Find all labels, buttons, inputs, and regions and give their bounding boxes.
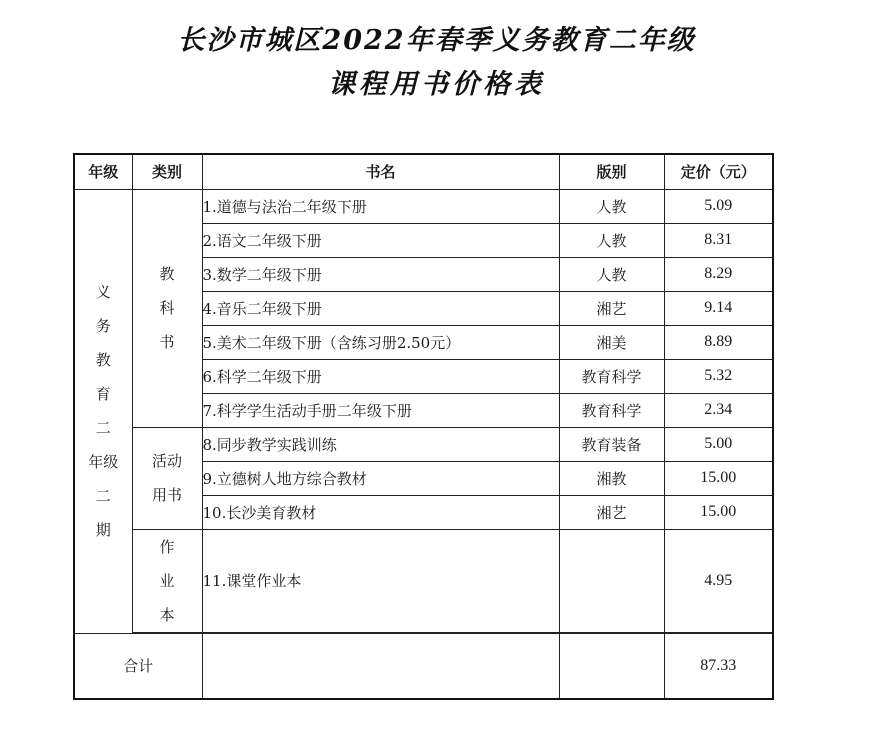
book-edition (559, 529, 664, 632)
book-name: 4.音乐二年级下册 (202, 291, 559, 325)
book-price: 4.95 (664, 529, 773, 632)
header-price: 定价（元） (664, 154, 773, 189)
book-price: 8.31 (664, 223, 773, 257)
header-row (74, 154, 773, 189)
page-title-line2: 课程用书价格表 (328, 69, 545, 100)
book-price: 5.00 (664, 427, 773, 461)
book-price: 5.09 (664, 189, 773, 223)
book-edition: 湘教 (559, 461, 664, 495)
price-table (73, 153, 774, 700)
book-name: 11.课堂作业本 (202, 529, 559, 632)
book-edition: 教育装备 (559, 427, 664, 461)
book-price: 15.00 (664, 495, 773, 529)
total-label: 合计 (74, 633, 202, 699)
grade-cell: 义 务 教 育 二 年级 二 期 (74, 189, 132, 633)
total-empty-edition (559, 633, 664, 699)
book-price: 15.00 (664, 461, 773, 495)
book-edition: 人教 (559, 223, 664, 257)
category-activity: 活动 用书 (132, 427, 202, 529)
category-textbook: 教 科 书 (132, 189, 202, 427)
book-price: 8.29 (664, 257, 773, 291)
book-edition: 人教 (559, 257, 664, 291)
header-category: 类别 (132, 154, 202, 189)
book-name: 3.数学二年级下册 (202, 257, 559, 291)
book-edition: 湘艺 (559, 495, 664, 529)
book-edition: 教育科学 (559, 359, 664, 393)
table-row (74, 189, 773, 223)
page-title-line1: 长沙市城区2022年春季义务教育二年级 (177, 25, 696, 56)
book-edition: 教育科学 (559, 393, 664, 427)
book-name: 1.道德与法治二年级下册 (202, 189, 559, 223)
book-price: 2.34 (664, 393, 773, 427)
book-name: 10.长沙美育教材 (202, 495, 559, 529)
book-name: 8.同步教学实践训练 (202, 427, 559, 461)
book-price: 8.89 (664, 325, 773, 359)
total-empty-name (202, 633, 559, 699)
header-grade: 年级 (74, 154, 132, 189)
book-name: 9.立德树人地方综合教材 (202, 461, 559, 495)
header-edition: 版别 (559, 154, 664, 189)
book-name: 7.科学学生活动手册二年级下册 (202, 393, 559, 427)
book-name: 2.语文二年级下册 (202, 223, 559, 257)
book-edition: 湘美 (559, 325, 664, 359)
category-homework: 作 业 本 (132, 529, 202, 632)
total-row (74, 633, 773, 699)
book-price: 9.14 (664, 291, 773, 325)
book-name: 6.科学二年级下册 (202, 359, 559, 393)
total-value: 87.33 (664, 633, 773, 699)
book-edition: 湘艺 (559, 291, 664, 325)
book-edition: 人教 (559, 189, 664, 223)
table-row (74, 529, 773, 632)
book-price: 5.32 (664, 359, 773, 393)
header-book-name: 书名 (202, 154, 559, 189)
book-name: 5.美术二年级下册（含练习册2.50元） (202, 325, 559, 359)
table-row (74, 427, 773, 461)
